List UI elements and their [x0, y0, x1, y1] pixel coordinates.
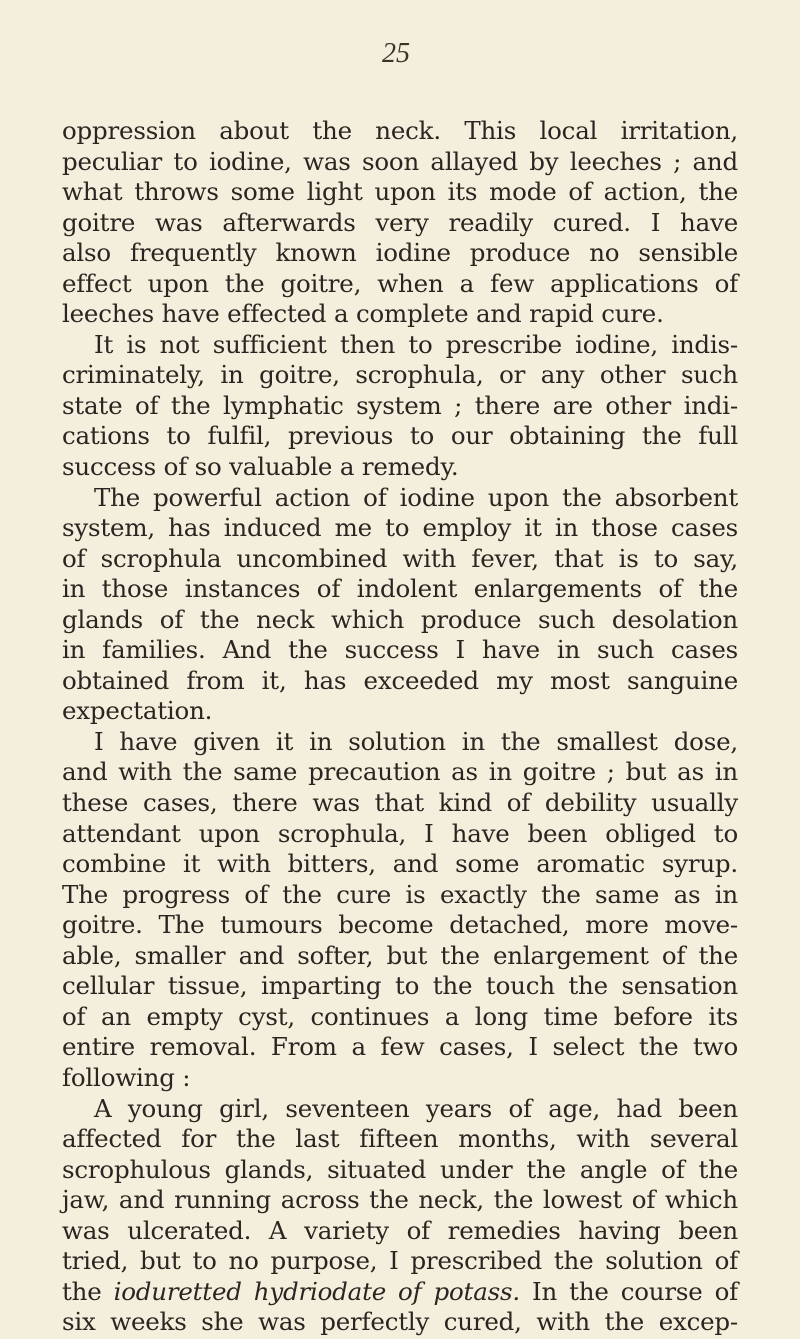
text-line: criminately, in goitre, scrophula, or any other such: [62, 360, 738, 390]
text-line: glands of the neck which produce such desolation: [62, 604, 738, 634]
text-line: effect upon the goitre, when a few applications of: [62, 268, 738, 298]
text-line: following :: [62, 1062, 191, 1092]
page-number: 25: [382, 38, 410, 69]
text-line: these cases, there was that kind of debility usually: [62, 788, 738, 818]
text-line: cations to fulfil, previous to our obtaining the full: [62, 421, 738, 451]
text-line: scrophulous glands, situated under the angle of the: [62, 1154, 738, 1184]
text-line: also frequently known iodine produce no sensible: [62, 238, 738, 268]
paragraph-start-line: I have given it in solution in the smallest dose,: [94, 726, 738, 756]
text-line: oppression about the neck. This local irritation,: [62, 116, 738, 145]
text-line: system, has induced me to employ it in those cases: [62, 513, 738, 543]
text-line: six weeks she was perfectly cured, with the excep-: [62, 1307, 738, 1337]
text-line: goitre. The tumours become detached, more move-: [62, 910, 738, 940]
text-line: The progress of the cure is exactly the same as in: [62, 879, 738, 909]
text-line: success of so valuable a remedy.: [62, 452, 459, 482]
text-line: what throws some light upon its mode of action, the: [62, 177, 738, 207]
text-line: affected for the last fifteen months, with several: [62, 1124, 738, 1154]
italic-term: ioduretted hydriodate of potass.: [113, 1276, 520, 1306]
text-line: combine it with bitters, and some aromatic syrup.: [62, 849, 738, 879]
text-line: was ulcerated. A variety of remedies having been: [62, 1215, 738, 1245]
text-line: of an empty cyst, continues a long time before its: [62, 1001, 738, 1031]
text-run: the: [62, 1276, 102, 1306]
paragraph-start-line: The powerful action of iodine upon the absorbent: [94, 482, 738, 512]
text-line: goitre was afterwards very readily cured. I have: [62, 207, 738, 237]
text-line: expectation.: [62, 696, 213, 726]
text-line: entire removal. From a few cases, I select the two: [62, 1032, 738, 1062]
text-line: state of the lymphatic system ; there are other indi-: [62, 390, 738, 420]
text-line: attendant upon scrophula, I have been obliged to: [62, 818, 738, 848]
text-line: leeches have effected a complete and rapid cure.: [62, 299, 664, 329]
body-text: [62, 116, 738, 1338]
text-run: In the course of: [532, 1276, 738, 1306]
text-line: tried, but to no purpose, I prescribed the solution of: [62, 1246, 738, 1276]
text-line: peculiar to iodine, was soon allayed by leeches ; and: [62, 146, 738, 176]
text-line: in families. And the success I have in such cases: [62, 635, 738, 665]
text-line: able, smaller and softer, but the enlargement of the: [62, 940, 738, 970]
text-line: cellular tissue, imparting to the touch the sensation: [62, 971, 738, 1001]
text-line: jaw, and running across the neck, the lowest of which: [62, 1185, 738, 1215]
paragraph-start-line: A young girl, seventeen years of age, had been: [94, 1093, 738, 1123]
text-line: obtained from it, has exceeded my most sanguine: [62, 665, 738, 695]
text-line: of scrophula uncombined with fever, that is to say,: [62, 543, 738, 573]
paragraph-start-line: It is not sufficient then to prescribe iodine, indis-: [94, 329, 738, 359]
text-line: and with the same precaution as in goitre ; but as in: [62, 757, 738, 787]
text-line-mixed: [62, 1277, 738, 1308]
text-line: in those instances of indolent enlargements of the: [62, 574, 738, 604]
